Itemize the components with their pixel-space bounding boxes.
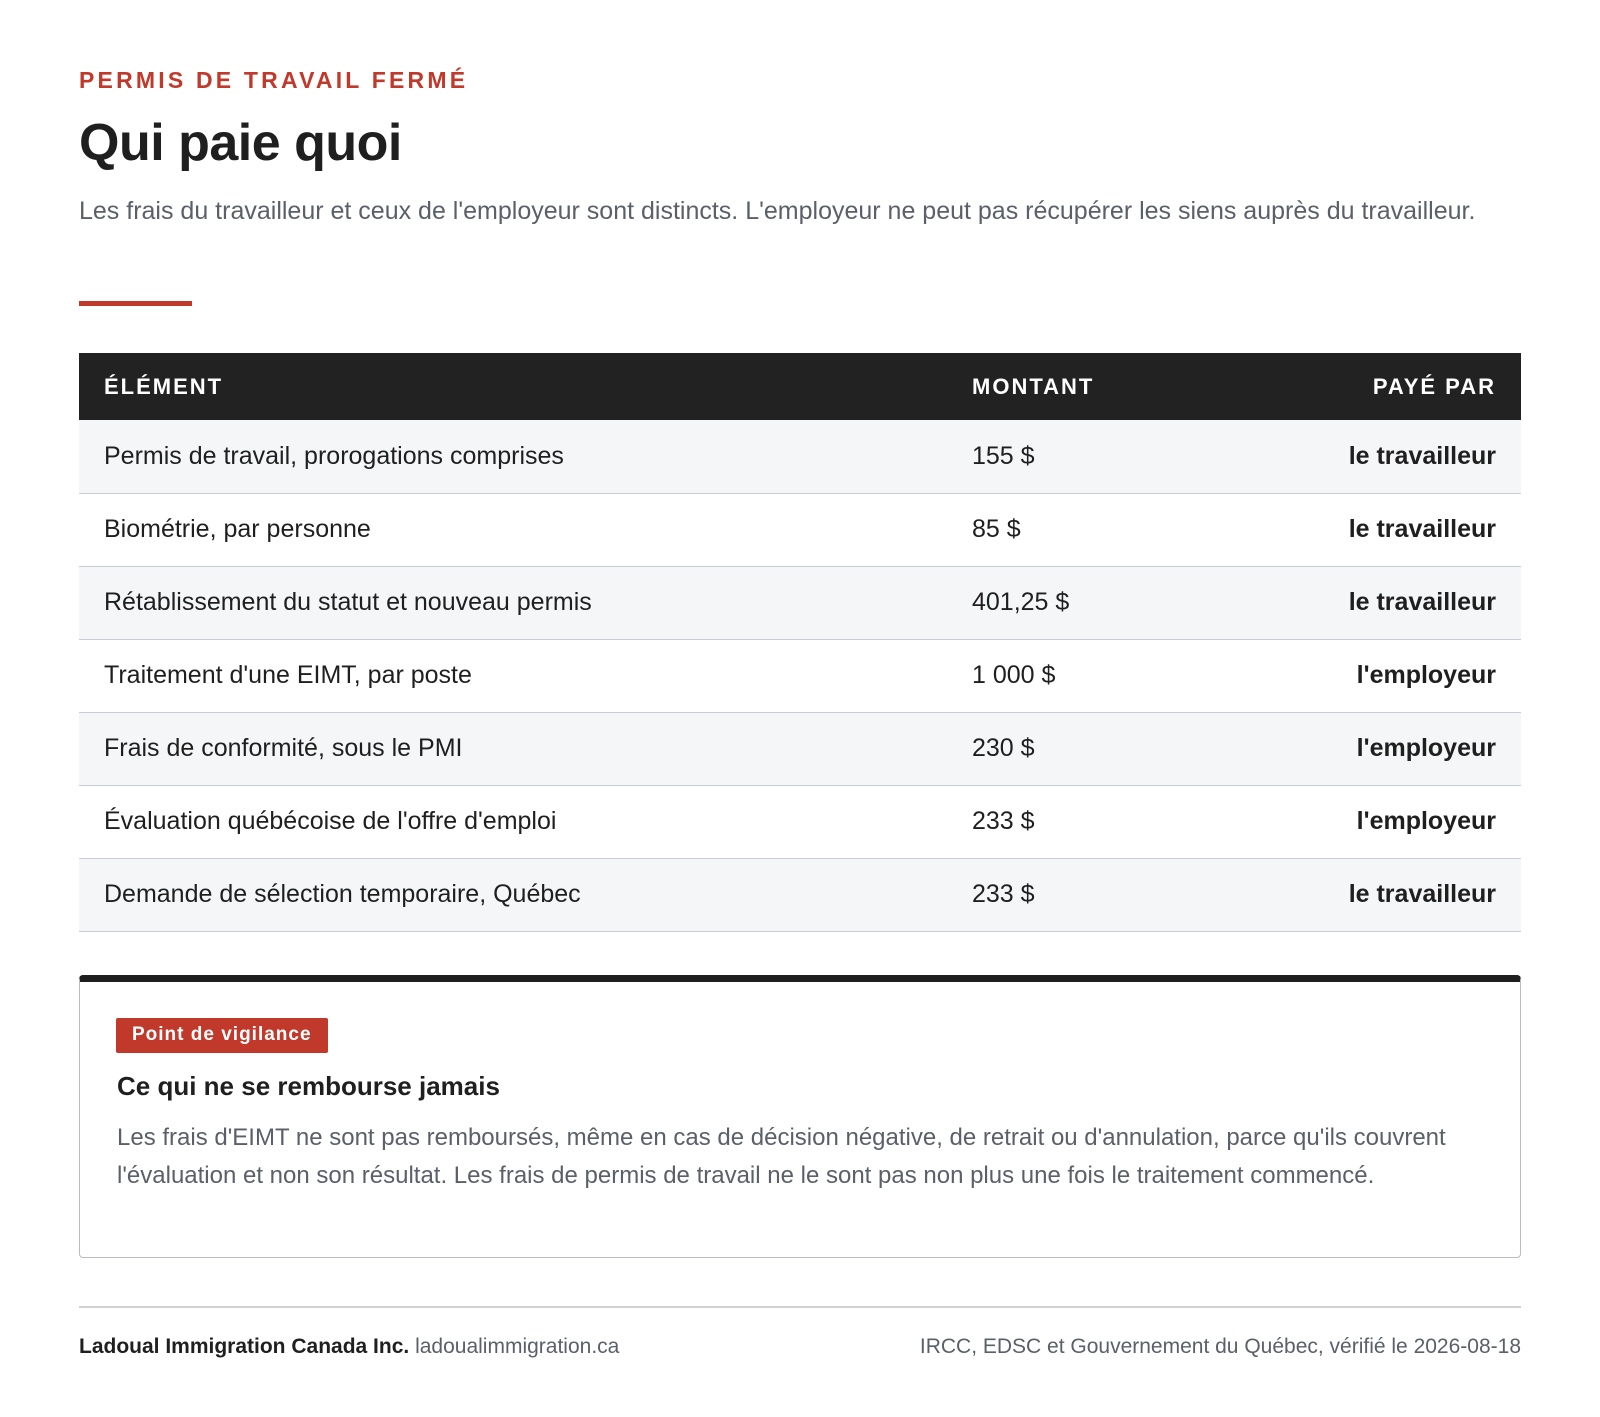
table-body <box>79 420 1521 931</box>
fees-table <box>79 353 1521 932</box>
column-header-element: ÉLÉMENT <box>104 373 224 399</box>
table-row <box>79 566 1521 639</box>
cell-element: Frais de conformité, sous le PMI <box>104 734 463 762</box>
cell-payer: le travailleur <box>1348 441 1496 470</box>
table-row <box>79 420 1521 493</box>
table-row <box>79 493 1521 566</box>
warning-callout <box>79 975 1521 1258</box>
cell-payer: le travailleur <box>1348 588 1496 616</box>
cell-payer: l'employeur <box>1356 734 1496 762</box>
cell-element: Rétablissement du statut et nouveau permis <box>104 588 592 616</box>
footer-source: IRCC, EDSC et Gouvernement du Québec, vérifié le 2026-08-18 <box>919 1335 1521 1358</box>
cell-payer: le travailleur <box>1348 515 1496 543</box>
footer-credit <box>79 1335 619 1359</box>
table-row <box>79 639 1521 712</box>
cell-element: Traitement d'une EIMT, par poste <box>104 661 472 689</box>
cell-element: Biométrie, par personne <box>104 515 371 543</box>
callout-title: Ce qui ne se rembourse jamais <box>117 1071 500 1101</box>
cell-amount: 233 $ <box>972 880 1035 908</box>
cell-element: Évaluation québécoise de l'offre d'emploi <box>104 807 557 835</box>
cell-amount: 401,25 $ <box>972 588 1070 616</box>
table-row <box>79 712 1521 785</box>
table-row <box>79 785 1521 858</box>
cell-element: Permis de travail, prorogations comprises <box>104 441 564 470</box>
warning-badge: Point de vigilance <box>116 1018 328 1053</box>
cell-amount: 230 $ <box>972 734 1035 762</box>
cell-element: Demande de sélection temporaire, Québec <box>104 880 581 908</box>
cell-payer: le travailleur <box>1348 880 1496 908</box>
eyebrow-label: PERMIS DE TRAVAIL FERMÉ <box>79 67 469 93</box>
intro-paragraph: Les frais du travailleur et ceux de l'employeur sont distincts. L'employeur ne peut pas récupérer les siens auprès du travailleur. <box>79 197 1476 225</box>
footer-website: ladoualimmigration.ca <box>415 1335 620 1358</box>
column-header-payer: PAYÉ PAR <box>1372 373 1496 399</box>
page-title: Qui paie quoi <box>79 114 402 172</box>
column-header-amount: MONTANT <box>972 373 1095 399</box>
cell-amount: 155 $ <box>972 441 1035 470</box>
accent-divider <box>79 301 192 306</box>
cell-amount: 85 $ <box>972 515 1021 543</box>
callout-body: Les frais d'EIMT ne sont pas remboursés, même en cas de décision négative, de retrait ou d'annulation, parce qu'ils couvrent l'évaluation et non son résultat. Les frais de permis de travail ne le sont pas non plus une fois le traitement commencé. <box>117 1124 1446 1189</box>
cell-amount: 233 $ <box>972 807 1035 835</box>
cell-amount: 1 000 $ <box>972 661 1056 689</box>
footer-organization: Ladoual Immigration Canada Inc. <box>79 1335 410 1358</box>
footer-divider <box>79 1306 1521 1308</box>
cell-payer: l'employeur <box>1356 807 1496 835</box>
table-row <box>79 858 1521 931</box>
cell-payer: l'employeur <box>1356 661 1496 689</box>
table-header-row <box>79 353 1521 420</box>
table-header <box>79 353 1521 420</box>
